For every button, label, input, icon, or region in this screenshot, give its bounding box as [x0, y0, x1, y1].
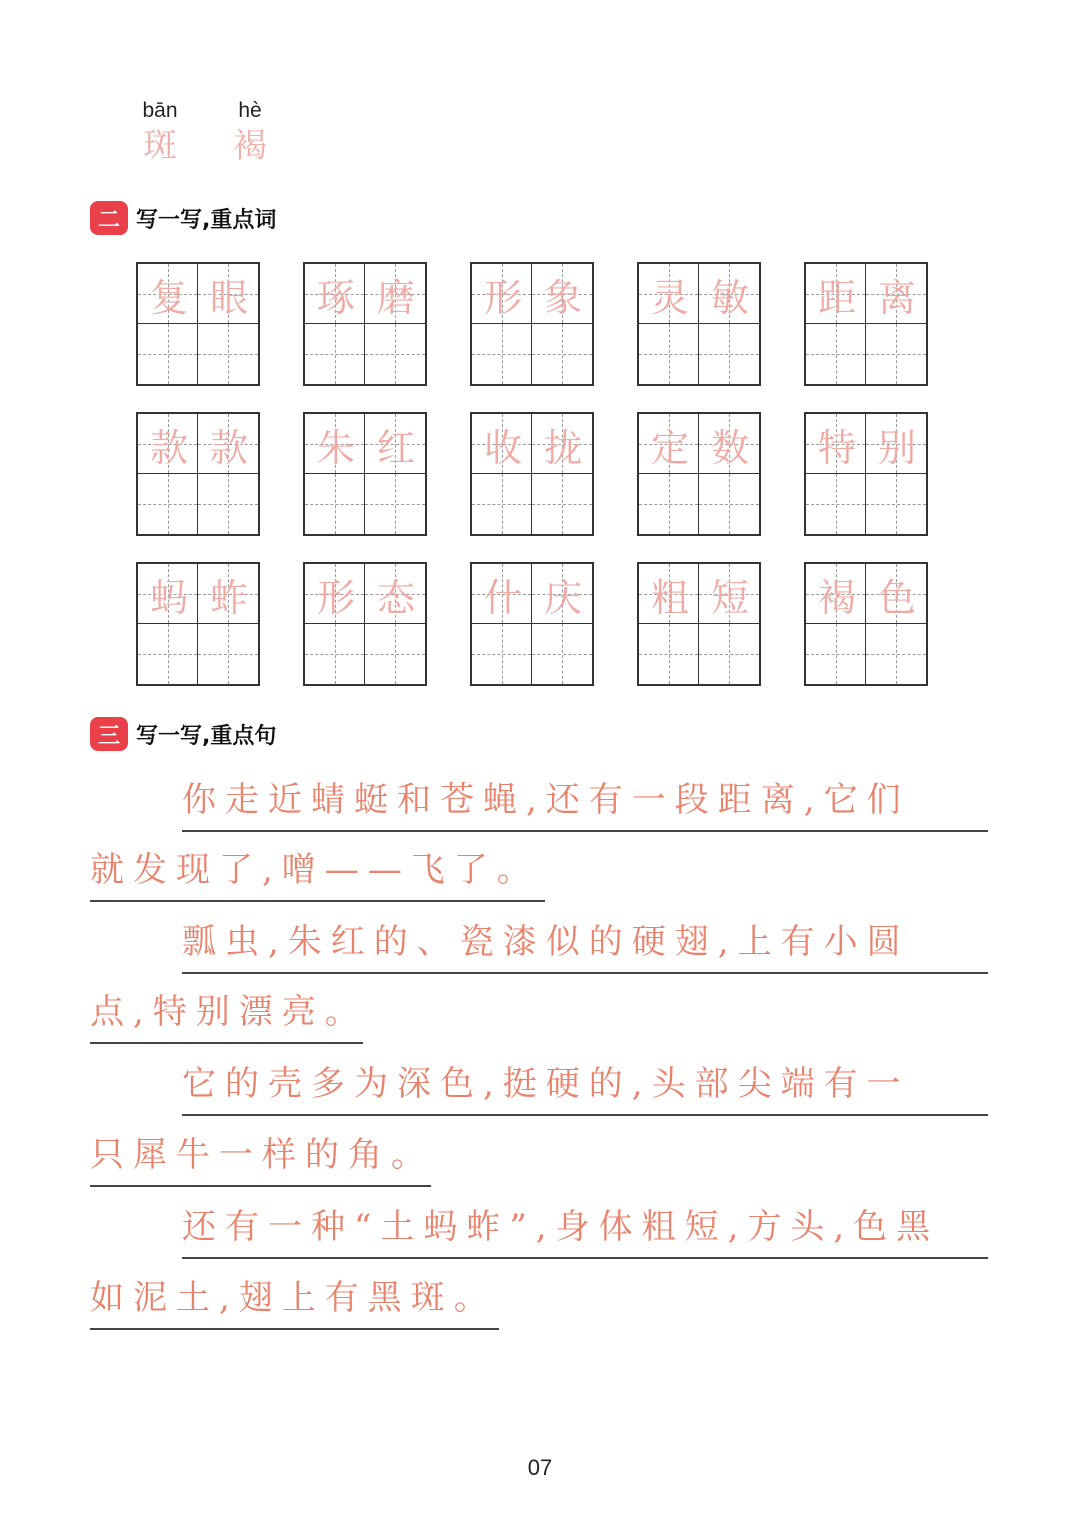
tian-cell: [198, 564, 258, 684]
tian-cell: [806, 564, 866, 684]
writing-square[interactable]: [532, 324, 592, 384]
tracing-character: 眼: [210, 275, 249, 320]
section-number-badge: 二: [90, 201, 128, 235]
tracing-square: [532, 264, 592, 324]
writing-square[interactable]: [806, 324, 865, 384]
word-box: [136, 562, 260, 686]
page-number: 07: [527, 1455, 553, 1480]
tracing-square: [806, 414, 865, 474]
tracing-character: 定: [650, 425, 689, 470]
tracing-square: [365, 264, 425, 324]
tracing-square: [305, 264, 364, 324]
word-box: [136, 412, 260, 536]
tracing-character: 离: [878, 275, 917, 320]
tracing-square: [699, 264, 759, 324]
tracing-character: 收: [483, 425, 522, 470]
writing-square[interactable]: [305, 324, 364, 384]
tian-cell: [699, 264, 759, 384]
pinyin-item-1: [130, 98, 190, 168]
writing-square[interactable]: [639, 324, 698, 384]
word-box: [303, 412, 427, 536]
tracing-character: 什: [483, 575, 522, 620]
writing-square[interactable]: [365, 324, 425, 384]
writing-square[interactable]: [138, 624, 197, 684]
writing-square[interactable]: [699, 624, 759, 684]
tracing-character: 庆: [544, 575, 583, 620]
tian-cell: [806, 414, 866, 534]
word-box: [303, 262, 427, 386]
tracing-character: 粗: [650, 575, 689, 620]
tracing-square: [639, 264, 698, 324]
writing-square[interactable]: [532, 624, 592, 684]
tracing-square: [138, 564, 197, 624]
writing-square[interactable]: [866, 324, 926, 384]
tian-cell: [699, 564, 759, 684]
tracing-character: 象: [544, 275, 583, 320]
writing-square[interactable]: [305, 624, 364, 684]
tracing-character: 拢: [544, 425, 583, 470]
sentence-line: 就发现了,噌——飞了。: [90, 840, 545, 902]
writing-square[interactable]: [365, 474, 425, 534]
section-number-badge: 三: [90, 717, 128, 751]
sentence-line: 如泥土,翅上有黑斑。: [90, 1268, 499, 1330]
tracing-square: [198, 564, 258, 624]
tracing-square: [198, 264, 258, 324]
tracing-square: [639, 564, 698, 624]
word-box: [470, 262, 594, 386]
tracing-square: [305, 564, 364, 624]
pinyin-item-2: [220, 98, 280, 168]
writing-square[interactable]: [198, 624, 258, 684]
tian-cell: [138, 414, 198, 534]
tian-cell: [639, 564, 699, 684]
tracing-character: 特: [817, 425, 856, 470]
writing-square[interactable]: [198, 474, 258, 534]
writing-square[interactable]: [472, 624, 531, 684]
word-box: [804, 562, 928, 686]
tracing-character: 数: [711, 425, 750, 470]
tian-cell: [365, 264, 425, 384]
tracing-character: 磨: [377, 275, 416, 320]
tracing-square: [639, 414, 698, 474]
word-box: [470, 412, 594, 536]
sentence-line: 你走近蜻蜓和苍蝇,还有一段距离,它们: [182, 770, 988, 832]
tracing-square: [138, 414, 197, 474]
writing-square[interactable]: [639, 624, 698, 684]
word-practice-grid: [136, 262, 928, 686]
section-header-words: [90, 200, 276, 236]
tracing-square: [365, 414, 425, 474]
tracing-square: [305, 414, 364, 474]
tian-cell: [639, 264, 699, 384]
writing-square[interactable]: [806, 624, 865, 684]
tian-cell: [305, 564, 365, 684]
writing-square[interactable]: [699, 324, 759, 384]
tian-cell: [532, 264, 592, 384]
tian-cell: [305, 414, 365, 534]
sentence-line: 点,特别漂亮。: [90, 982, 363, 1044]
tian-cell: [472, 264, 532, 384]
tian-cell: [138, 264, 198, 384]
word-box: [637, 262, 761, 386]
tian-cell: [472, 564, 532, 684]
word-box: [303, 562, 427, 686]
writing-square[interactable]: [639, 474, 698, 534]
word-box: [804, 412, 928, 536]
tracing-character: 款: [149, 425, 188, 470]
tracing-square: [699, 414, 759, 474]
section-header-sentences: [90, 716, 276, 752]
writing-square[interactable]: [532, 474, 592, 534]
tracing-square: [866, 264, 926, 324]
tian-cell: [305, 264, 365, 384]
tian-cell: [866, 414, 926, 534]
writing-square[interactable]: [806, 474, 865, 534]
writing-square[interactable]: [866, 624, 926, 684]
tian-cell: [365, 414, 425, 534]
writing-square[interactable]: [472, 324, 531, 384]
tian-cell: [472, 414, 532, 534]
tracing-character: 红: [377, 425, 416, 470]
tian-cell: [639, 414, 699, 534]
tracing-square: [806, 564, 865, 624]
section-title: 写一写,重点句: [136, 723, 277, 749]
tian-cell: [198, 264, 258, 384]
tracing-square: [866, 414, 926, 474]
writing-square[interactable]: [365, 624, 425, 684]
pinyin-character: 褐: [233, 126, 267, 166]
tian-cell: [138, 564, 198, 684]
word-box: [136, 262, 260, 386]
section-title: 写一写,重点词: [136, 207, 277, 233]
tracing-character: 距: [817, 275, 856, 320]
tracing-character: 色: [878, 575, 917, 620]
tracing-character: 敏: [711, 275, 750, 320]
writing-square[interactable]: [138, 474, 197, 534]
tracing-square: [365, 564, 425, 624]
tracing-character: 灵: [650, 275, 689, 320]
tian-cell: [866, 564, 926, 684]
writing-square[interactable]: [699, 474, 759, 534]
word-box: [470, 562, 594, 686]
tracing-square: [532, 414, 592, 474]
tracing-square: [866, 564, 926, 624]
tracing-character: 态: [377, 575, 416, 620]
pinyin-text: hè: [238, 99, 262, 122]
tracing-square: [532, 564, 592, 624]
writing-square[interactable]: [305, 474, 364, 534]
sentence-line: 只犀牛一样的角。: [90, 1125, 431, 1187]
tian-cell: [806, 264, 866, 384]
tracing-character: 别: [878, 425, 917, 470]
tian-cell: [532, 564, 592, 684]
tracing-character: 蚱: [210, 575, 249, 620]
sentence-line: 它的壳多为深色,挺硬的,头部尖端有一: [182, 1054, 988, 1116]
writing-square[interactable]: [866, 474, 926, 534]
tracing-character: 短: [711, 575, 750, 620]
tian-cell: [866, 264, 926, 384]
tian-cell: [198, 414, 258, 534]
sentence-line: 瓢虫,朱红的、瓷漆似的硬翅,上有小圆: [182, 912, 988, 974]
writing-square[interactable]: [472, 474, 531, 534]
tracing-square: [472, 564, 531, 624]
tracing-square: [472, 264, 531, 324]
tracing-character: 褐: [817, 575, 856, 620]
tian-cell: [532, 414, 592, 534]
pinyin-text: bān: [142, 99, 178, 122]
word-box: [637, 412, 761, 536]
sentence-line: 还有一种“土蚂蚱”,身体粗短,方头,色黑: [182, 1197, 988, 1259]
tracing-character: 复: [149, 275, 188, 320]
word-box: [637, 562, 761, 686]
tracing-character: 琢: [316, 275, 355, 320]
word-box: [804, 262, 928, 386]
tracing-square: [472, 414, 531, 474]
tian-cell: [699, 414, 759, 534]
writing-square[interactable]: [138, 324, 197, 384]
tracing-square: [699, 564, 759, 624]
tracing-character: 形: [316, 575, 355, 620]
pinyin-character: 斑: [143, 126, 177, 166]
tracing-character: 款: [210, 425, 249, 470]
writing-square[interactable]: [198, 324, 258, 384]
tracing-character: 朱: [316, 425, 355, 470]
tracing-square: [198, 414, 258, 474]
tracing-character: 蚂: [149, 575, 188, 620]
tracing-square: [138, 264, 197, 324]
tracing-square: [806, 264, 865, 324]
tian-cell: [365, 564, 425, 684]
tracing-character: 形: [483, 275, 522, 320]
